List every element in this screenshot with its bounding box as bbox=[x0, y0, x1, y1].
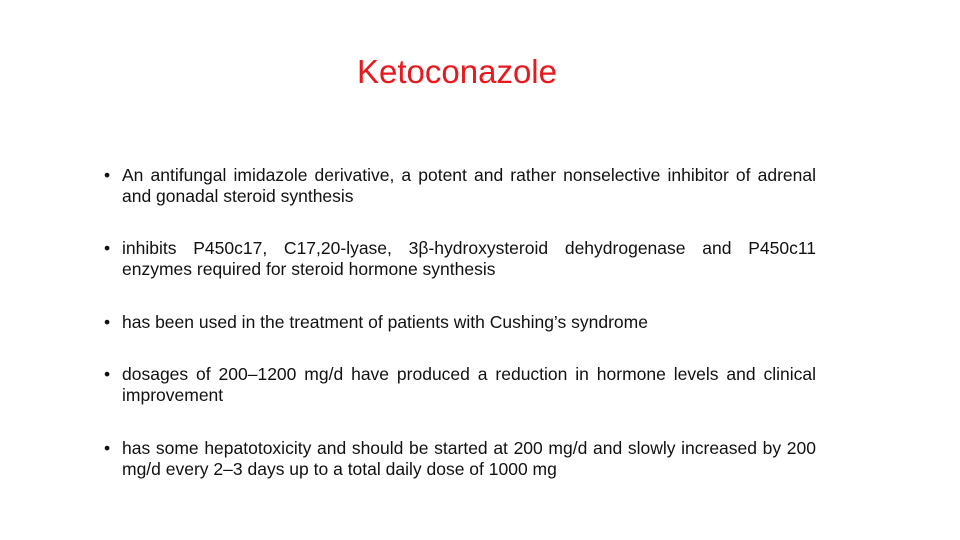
bullet-item bbox=[104, 238, 816, 280]
bullet-marker: • bbox=[104, 364, 111, 384]
bullet-marker: • bbox=[104, 165, 111, 185]
bullet-item bbox=[104, 165, 816, 207]
bullet-marker: • bbox=[104, 238, 111, 258]
bullet-item bbox=[104, 438, 816, 480]
bullet-marker: • bbox=[104, 312, 111, 332]
bullet-text: An antifungal imidazole derivative, a potent and rather nonselective inhibitor of adrenal and gonadal steroid synthesis bbox=[122, 165, 816, 206]
bullet-marker: • bbox=[104, 438, 111, 458]
bullet-text: has some hepatotoxicity and should be started at 200 mg/d and slowly increased by 200 mg/d every 2–3 days up to a total daily dose of 1000 mg bbox=[122, 438, 816, 479]
bullet-text: dosages of 200–1200 mg/d have produced a reduction in hormone levels and clinical improvement bbox=[122, 364, 816, 405]
bullet-text: inhibits P450c17, C17,20-lyase, 3β-hydroxysteroid dehydrogenase and P450c11 enzymes required for steroid hormone synthesis bbox=[122, 238, 816, 279]
bullet-item bbox=[104, 312, 816, 333]
bullet-item bbox=[104, 364, 816, 406]
slide-title: Ketoconazole bbox=[357, 53, 557, 90]
bullet-text: has been used in the treatment of patients with Cushing’s syndrome bbox=[122, 312, 648, 332]
